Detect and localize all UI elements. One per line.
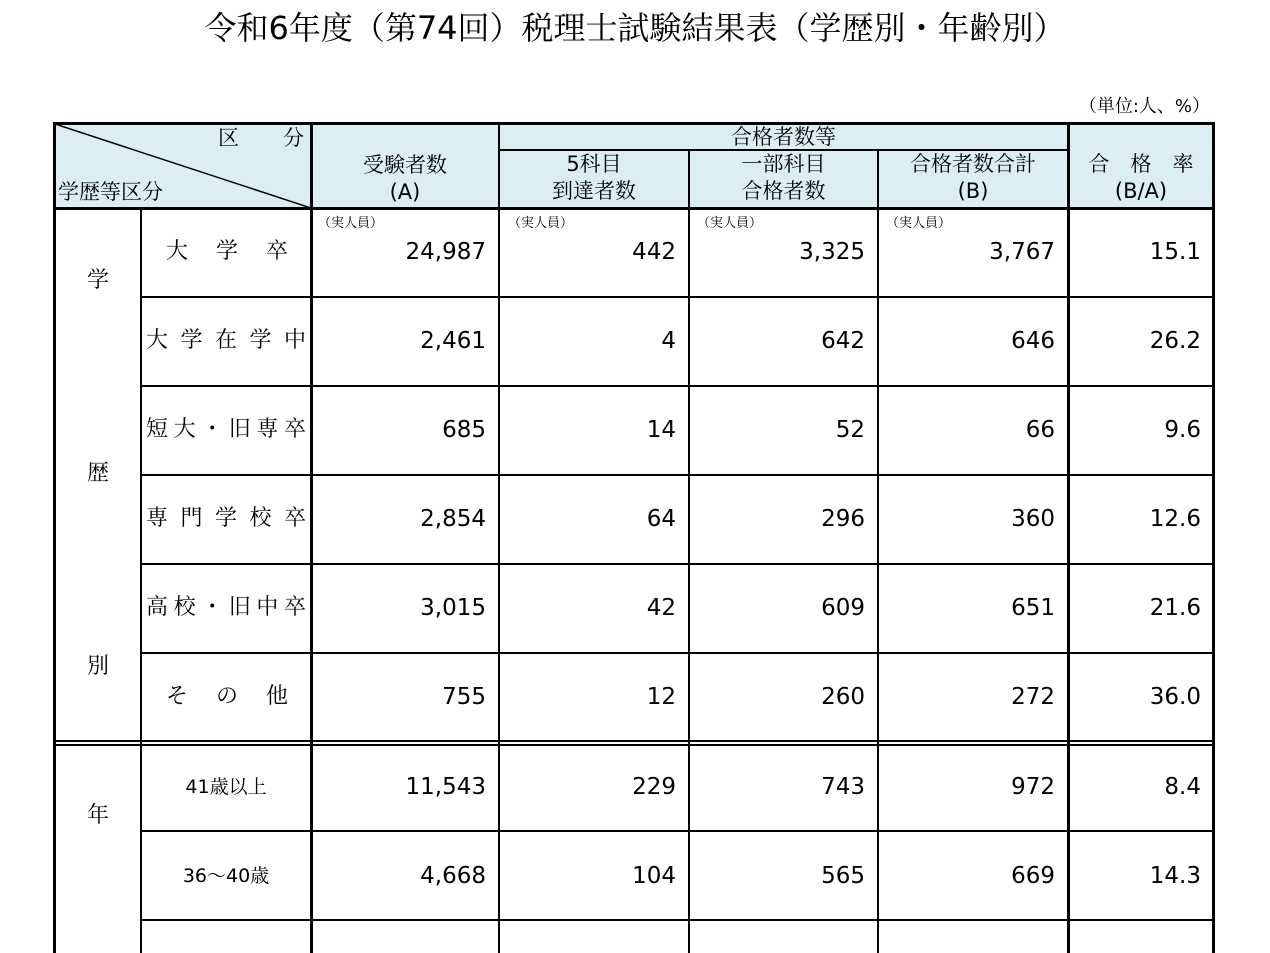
cell-juken: 4,668 bbox=[420, 863, 486, 889]
row-label: 41歳以上 bbox=[185, 776, 267, 798]
row-divider bbox=[141, 830, 1214, 832]
unit-note: （単位:人、%） bbox=[1078, 96, 1210, 117]
cell-rate: 21.6 bbox=[1149, 595, 1201, 621]
row-divider bbox=[141, 919, 1214, 921]
cell-rate: 9.6 bbox=[1164, 417, 1201, 443]
cell-ichibu: 3,325 bbox=[799, 239, 865, 265]
cell-juken: 24,987 bbox=[405, 239, 486, 265]
cell-juken: 755 bbox=[442, 684, 486, 710]
cell-juken: 685 bbox=[442, 417, 486, 443]
row-divider bbox=[141, 652, 1214, 654]
section-divider bbox=[53, 744, 1215, 746]
cell-juken: 11,543 bbox=[405, 774, 486, 800]
row-divider bbox=[141, 474, 1214, 476]
cell-ichibu: 743 bbox=[821, 774, 865, 800]
row-label: 短 大 ・ 旧 専 卒 bbox=[146, 417, 306, 442]
cell-rate: 14.3 bbox=[1149, 863, 1201, 889]
page-title: 令和6年度（第74回）税理士試験結果表（学歴別・年齢別） bbox=[204, 9, 1066, 47]
cell-five: 4 bbox=[661, 328, 676, 354]
side-label-gakureki: 学 bbox=[86, 268, 109, 293]
cell-rate: 12.6 bbox=[1149, 506, 1201, 532]
cell-total: 272 bbox=[1011, 684, 1055, 710]
cell-rate: 8.4 bbox=[1164, 774, 1201, 800]
actual-count-note: （実人員） bbox=[886, 216, 952, 231]
side-label-gakureki: 別 bbox=[86, 654, 109, 679]
side-label-gakureki: 歴 bbox=[86, 461, 109, 486]
header-kubun: 区 分 bbox=[218, 126, 304, 150]
row-label: そ の 他 bbox=[166, 684, 288, 709]
cell-five: 104 bbox=[632, 863, 676, 889]
header-juken: 受験者数 (A) bbox=[363, 153, 447, 204]
cell-ichibu: 296 bbox=[821, 506, 865, 532]
column-divider bbox=[688, 150, 690, 953]
header-five-subjects: 5科目 到達者数 bbox=[552, 152, 636, 203]
cell-total: 651 bbox=[1011, 595, 1055, 621]
header-pass-rate: 合 格 率 (B/A) bbox=[1088, 152, 1194, 203]
cell-rate: 15.1 bbox=[1149, 239, 1201, 265]
actual-count-note: （実人員） bbox=[697, 216, 763, 231]
row-label: 専 門 学 校 卒 bbox=[146, 506, 306, 531]
header-total-passers: 合格者数合計 (B) bbox=[910, 152, 1036, 203]
cell-five: 42 bbox=[646, 595, 676, 621]
cell-ichibu: 642 bbox=[821, 328, 865, 354]
row-label: 大 学 在 学 中 bbox=[146, 328, 306, 353]
section-divider bbox=[53, 740, 1215, 742]
cell-five: 64 bbox=[646, 506, 676, 532]
actual-count-note: （実人員） bbox=[318, 216, 384, 231]
cell-total: 646 bbox=[1011, 328, 1055, 354]
cell-total: 360 bbox=[1011, 506, 1055, 532]
header-gakureki-kubun: 学歴等区分 bbox=[58, 180, 163, 204]
cell-five: 14 bbox=[646, 417, 676, 443]
row-divider bbox=[141, 563, 1214, 565]
cell-juken: 2,854 bbox=[420, 506, 486, 532]
cell-five: 12 bbox=[646, 684, 676, 710]
table-right-border bbox=[1212, 122, 1215, 953]
row-label: 36～40歳 bbox=[182, 865, 270, 887]
row-divider bbox=[141, 296, 1214, 298]
cell-juken: 3,015 bbox=[420, 595, 486, 621]
cell-ichibu: 609 bbox=[821, 595, 865, 621]
cell-rate: 26.2 bbox=[1149, 328, 1201, 354]
row-divider bbox=[141, 385, 1214, 387]
cell-total: 3,767 bbox=[989, 239, 1055, 265]
cell-ichibu: 52 bbox=[835, 417, 865, 443]
side-label-nenrei: 年 bbox=[86, 803, 109, 828]
cell-total: 669 bbox=[1011, 863, 1055, 889]
row-label: 高 校 ・ 旧 中 卒 bbox=[146, 595, 306, 620]
row-label: 大 学 卒 bbox=[166, 239, 288, 264]
cell-total: 972 bbox=[1011, 774, 1055, 800]
column-divider bbox=[877, 150, 879, 953]
header-goukaku-group: 合格者数等 bbox=[731, 125, 836, 149]
cell-five: 442 bbox=[632, 239, 676, 265]
header-bottom-border bbox=[53, 207, 1215, 210]
cell-juken: 2,461 bbox=[420, 328, 486, 354]
actual-count-note: （実人員） bbox=[508, 216, 574, 231]
cell-rate: 36.0 bbox=[1149, 684, 1201, 710]
cell-ichibu: 565 bbox=[821, 863, 865, 889]
header-partial-subjects: 一部科目 合格者数 bbox=[741, 152, 826, 203]
cell-five: 229 bbox=[632, 774, 676, 800]
cell-total: 66 bbox=[1025, 417, 1055, 443]
cell-ichibu: 260 bbox=[821, 684, 865, 710]
side-label-divider bbox=[140, 208, 142, 953]
